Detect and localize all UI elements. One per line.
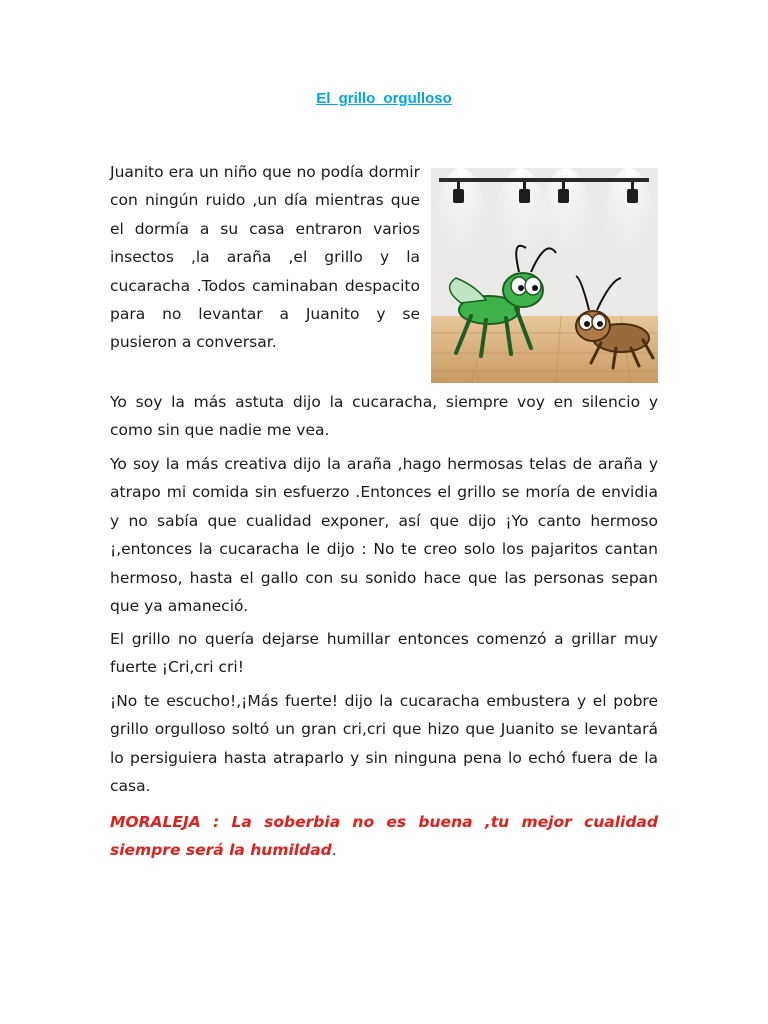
paragraph-arana: Yo soy la más creativa dijo la araña ,hago hermosas telas de araña y atrapo mi comida sin esfuerzo .Entonces el grillo se moría de envidia y no sabía que cualidad exponer, así que dijo ¡Yo canto hermoso ¡,entonces la cucaracha le dijo : No te creo solo los pajaritos cantan hermoso, hasta el gallo con su sonido hace que las personas sepan que ya amaneció.: [110, 455, 658, 616]
moral-label: MORALEJA : La soberbia no es buena ,tu mejor cualidad siempre será la humildad: [110, 813, 658, 860]
intro-paragraph: Juanito era un niño que no podía dormir con ningún ruido ,un día mientras que el dormía a su casa entraron varios insectos ,la araña ,el grillo y la cucaracha .Todos caminaban despacito para no levantar a Juanito y se pusieron a conversar.: [110, 163, 420, 352]
paragraph-cucaracha: Yo soy la más astuta dijo la cucaracha, siempre voy en silencio y como sin que nadie me vea.: [110, 393, 658, 440]
paragraph-grillo: El grillo no quería dejarse humillar entonces comenzó a grillar muy fuerte ¡Cri,cri cri!: [110, 630, 658, 677]
moral-end: .: [331, 841, 337, 860]
document-title: El grillo orgulloso: [316, 90, 452, 107]
moral-text: [110, 808, 658, 865]
insects-illustration: [431, 168, 658, 383]
paragraph-final: ¡No te escucho!,¡Más fuerte! dijo la cucaracha embustera y el pobre grillo orgulloso soltó un gran cri,cri que hizo que Juanito se levantará lo persiguiera hasta atraparlo y sin ninguna pena lo echó fuera de la casa.: [110, 692, 658, 796]
